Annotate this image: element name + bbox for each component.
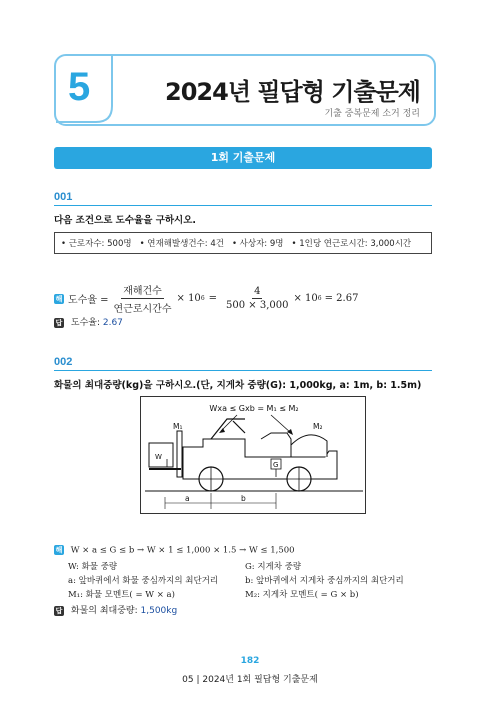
forklift-diagram: [140, 396, 366, 514]
solution-equation: W × a ≤ G ≤ b → W × 1 ≤ 1,000 × 1.5 → W ≤ 1,500: [70, 545, 295, 556]
formula-equals: =: [208, 293, 218, 304]
g-label: G: [273, 461, 279, 469]
question-text-1: 다음 조건으로 도수율을 구하시오.: [54, 215, 197, 226]
answer-value: 2.67: [102, 318, 123, 328]
seat: [261, 433, 291, 457]
answer-tag: 답: [55, 318, 63, 327]
chapter-number: 5: [68, 65, 91, 109]
def-left-2: a: 앞바퀴에서 화물 중심까지의 최단거리: [68, 576, 219, 586]
formula-denominator: 연근로시간수: [113, 304, 172, 315]
b-label: b: [241, 494, 246, 503]
moment-equation: Wxa ≤ Gxb = M₁ ≤ M₂: [209, 404, 299, 413]
formula-numerator: 재해건수: [121, 282, 164, 299]
formula-result: = 2.67: [324, 293, 359, 304]
formula-multiplier: × 10: [176, 293, 201, 304]
question-number-1: 001: [54, 191, 73, 203]
formula-numerator-2: 4: [254, 286, 261, 297]
formula-multiplier-2: × 10: [293, 293, 318, 304]
chapter-header: [54, 54, 436, 126]
mast: [177, 431, 182, 477]
solution-line-2: [54, 545, 295, 556]
solution-tag: 해: [55, 545, 63, 554]
question-divider-1: [54, 205, 432, 206]
counterweight: [291, 435, 327, 457]
def-left-1: W: 화물 중량: [68, 562, 118, 572]
a-label: a: [185, 494, 190, 503]
answer-tag: 답: [55, 606, 63, 615]
condition-item: • 사상자: 9명: [231, 239, 284, 249]
answer-label: 화물의 최대중량:: [70, 606, 141, 616]
question-divider-2: [54, 370, 432, 371]
answer-value: 1,500kg: [140, 606, 178, 616]
formula-fraction-2: [224, 286, 290, 311]
condition-item: • 근로자수: 500명: [61, 239, 132, 249]
formula-exponent-2: 6: [317, 295, 322, 302]
arrow-right: [271, 415, 291, 433]
w-label: W: [155, 453, 162, 461]
condition-item: • 1인당 연근로시간: 3,000시간: [291, 239, 412, 249]
formula-fraction: [112, 282, 174, 315]
steering: [233, 421, 245, 433]
m1-label: M₁: [173, 422, 183, 431]
solution-tag: 해: [55, 293, 63, 303]
question-text-2: 화물의 최대중량(kg)을 구하시오.(단, 지게차 중량(G): 1,000kg, a: 1m, b: 1.5m): [54, 380, 422, 391]
condition-item: • 연재해발생건수: 4건: [139, 239, 224, 249]
answer-1: [54, 315, 123, 328]
formula-lhs: 도수율 =: [68, 295, 109, 306]
def-right-2: b: 앞바퀴에서 지게차 중심까지의 최단거리: [245, 576, 404, 586]
answer-label: 도수율:: [70, 318, 103, 328]
solution-formula-1: [54, 282, 358, 315]
overhead-guard: [211, 419, 245, 439]
def-right-3: M₂: 지게차 모멘트( = G × b): [245, 590, 359, 600]
chapter-subtitle: 기출 중복문제 소거 정리: [324, 109, 420, 119]
m2-label: M₂: [313, 422, 323, 431]
def-right-1: G: 지게차 중량: [245, 562, 302, 572]
footer-text: 05 | 2024년 1회 필답형 기출문제: [182, 675, 318, 685]
answer-2: [54, 603, 177, 616]
chapter-title: 2024년 필답형 기출문제: [165, 78, 420, 106]
formula-denominator-2: 500 × 3,000: [226, 300, 289, 311]
def-left-3: M₁: 화물 모멘트( = W × a): [68, 590, 175, 600]
forklift-drawing: [141, 397, 367, 515]
page-number: 182: [240, 656, 260, 666]
formula-exponent: 6: [200, 295, 205, 302]
question-number-2: 002: [54, 356, 73, 368]
section-banner: 1회 기출문제: [54, 147, 432, 169]
conditions-box: [54, 232, 432, 254]
